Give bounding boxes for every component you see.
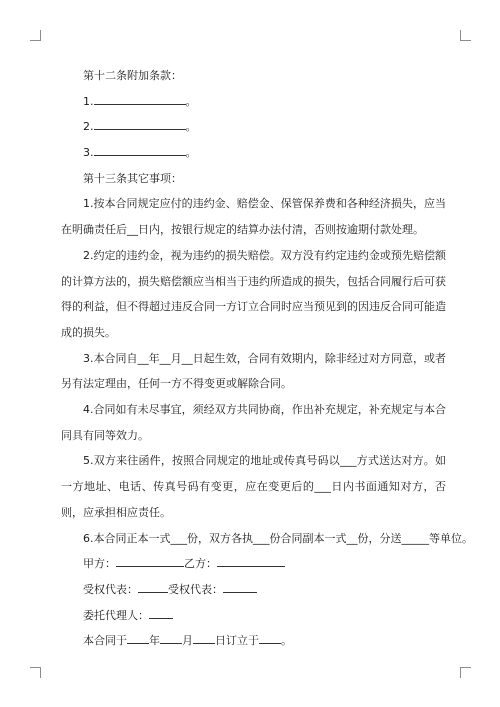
item-end: 。 [185,146,197,160]
crop-mark-top-left [30,30,41,41]
item-number: 2. [83,120,94,134]
year-blank[interactable] [127,631,149,644]
sign-prefix: 本合同于 [83,634,127,648]
crop-mark-bottom-left [30,667,41,678]
article-12-title: 第十二条附加条款： [83,69,182,82]
month-blank[interactable] [160,631,182,644]
rep-b-label: 受权代表： [168,582,223,596]
clause-6: 6.本合同正本一式___份，双方各执___份合同副本一式__份，分送_____等单位。 [83,531,473,545]
agent-label: 委托代理人： [83,608,149,622]
party-a-label: 甲方： [83,557,116,571]
clause-5: 5.双方来往函件，按照合同规定的地址或传真号码以___方式送达对方。如一方地址、电话、传真号码有变更，应在变更后的___日内书面通知对方，否则，应承担相应责任。 [61,454,446,519]
month-label: 月 [182,634,193,648]
year-label: 年 [149,634,160,648]
representative-line [61,577,446,603]
rep-b-blank[interactable] [223,580,257,593]
document-body [61,63,473,654]
agent-blank[interactable] [149,606,173,619]
item-number: 3. [83,146,94,160]
place-blank[interactable] [259,631,281,644]
crop-mark-bottom-right [460,667,471,678]
article-12-item [61,89,446,115]
rep-a-label: 受权代表： [83,582,138,596]
fill-in-blank[interactable] [94,92,186,105]
party-signature-line [61,551,446,577]
article-12-item [61,114,446,140]
day-label: 日订立于 [215,634,259,648]
clause-4: 4.合同如有未尽事宜，须经双方共同协商，作出补充规定，补充规定与本合同具有同等效力。 [61,403,446,442]
crop-mark-top-right [460,30,471,41]
item-number: 1. [83,94,94,108]
agent-line [61,603,446,629]
clause-1: 1.按本合同规定应付的违约金、赔偿金、保管保养费和各种经济损失，应当在明确责任后__日内，按银行规定的结算办法付清，否则按逾期付款处理。 [61,197,446,237]
article-13-title: 第十三条其它事项： [83,171,182,185]
fill-in-blank[interactable] [94,143,186,156]
rep-a-blank[interactable] [138,580,168,593]
clause-3: 3.本合同自__年__月__日起生效，合同有效期内，除非经过对方同意，或者另有法定理由，任何一方不得变更或解除合同。 [61,351,446,391]
sign-end: 。 [281,634,292,648]
article-12-item [61,140,446,166]
day-blank[interactable] [193,631,215,644]
fill-in-blank[interactable] [94,117,186,130]
party-b-blank[interactable] [217,554,285,567]
item-end: 。 [185,94,197,108]
clause-2: 2.约定的违约金，视为违约的损失赔偿。双方没有约定违约金或预先赔偿额的计算方法的，损失赔偿额应当相当于违约所造成的损失，包括合同履行后可获得的利益，但不得超过违反合同一方订立合同时应当预见到的因违反合同可能造成的损失。 [61,248,446,339]
item-end: 。 [185,120,197,134]
party-b-label: 乙方： [184,557,217,571]
signing-date-line [61,628,446,654]
party-a-blank[interactable] [116,554,184,567]
